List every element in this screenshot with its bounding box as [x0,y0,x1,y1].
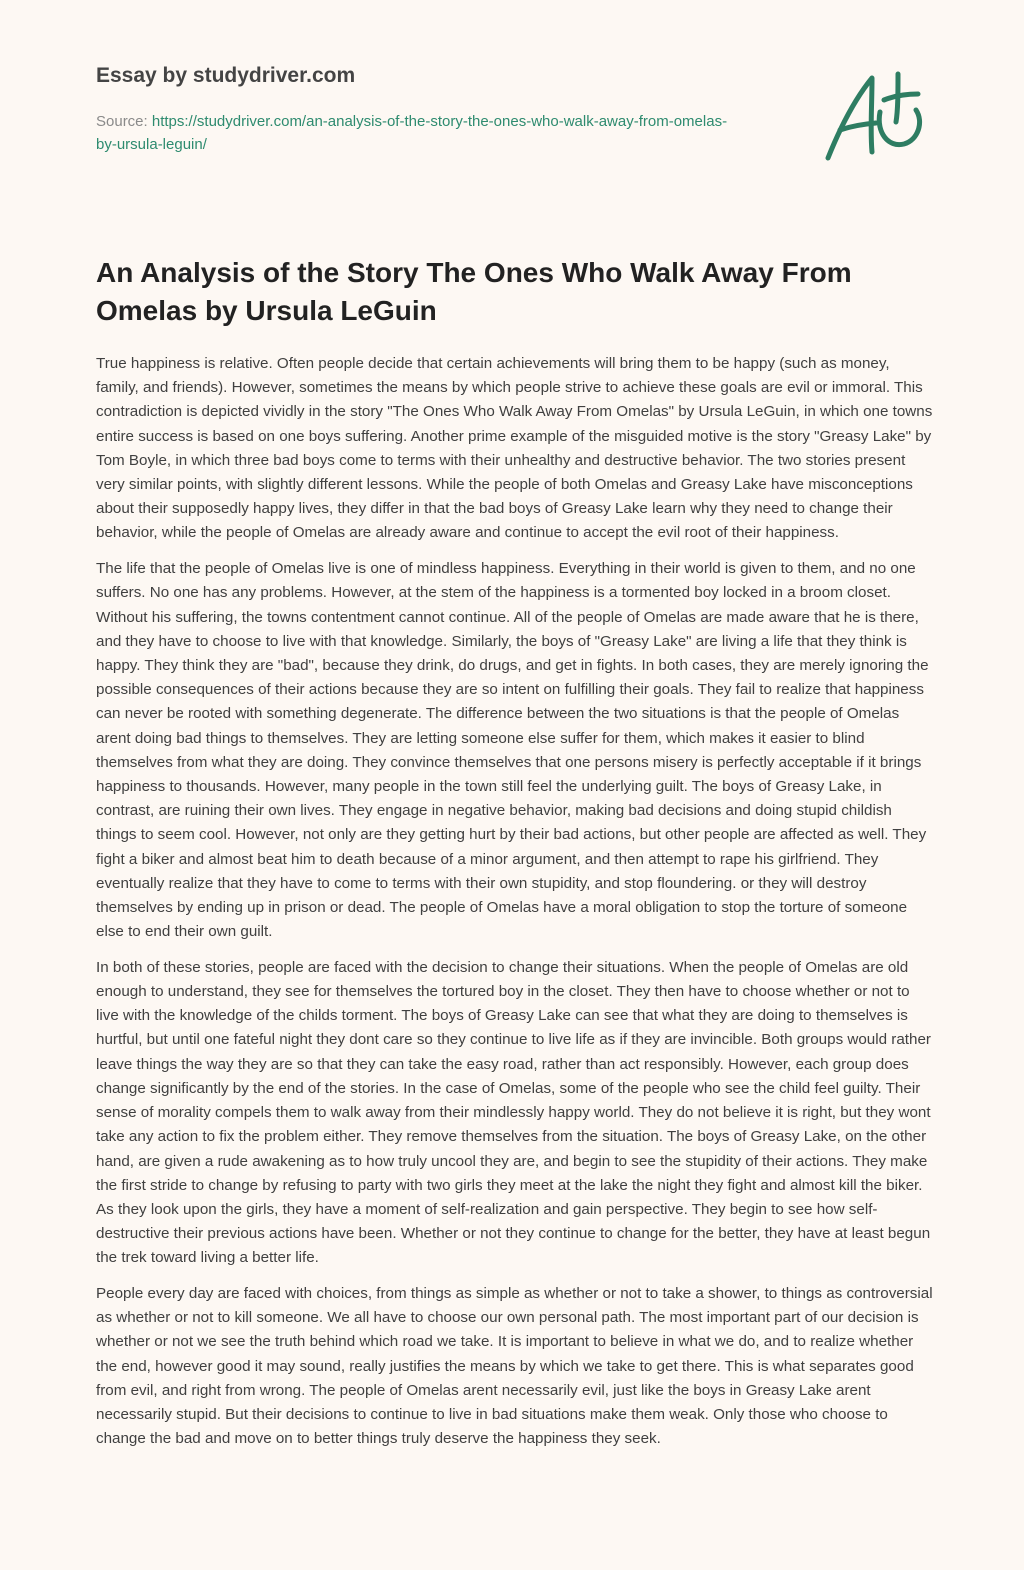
source-label: Source: [96,113,152,130]
paragraph-3: In both of these stories, people are faced with the decision to change their situations. When the people of Omelas are old enough to understand, they see for themselves the tortured boy in the closet. They then have to choose whether or not to live with the knowledge of the childs torment. The boys of Greasy Lake can see that what they are doing to themselves is hurtful, but until one fateful night they dont care so they continue to live life as if they are invincible. Both groups would rather leave things the way they are so that they can take the easy road, rather than act responsibly. However, each group does change significantly by the end of the stories. In the case of Omelas, some of the people who see the child feel guilty. Their sense of morality compels them to walk away from their mindlessly happy world. They do not believe it is right, but they wont take any action to fix the problem either. They remove themselves from the situation. The boys of Greasy Lake, on the other hand, are given a rude awakening as to how truly uncool they are, and begin to see the stupidity of their actions. They make the first stride to change by refusing to party with two girls they meet at the lake the night they fight and almost kill the biker. As they look upon the girls, they have a moment of self-realization and gain perspective. They begin to see how self-destructive their previous actions have been. Whether or not they continue to change for the better, they have at least begun the trek toward living a better life. [96,958,931,1267]
page-header [96,62,736,156]
source-line [96,110,736,156]
essay-body [96,352,936,1463]
paragraph-1: True happiness is relative. Often people decide that certain achievements will bring them to be happy (such as money, family, and friends). However, sometimes the means by which people strive to achieve these goals are evil or immoral. This contradiction is depicted vividly in the story "The Ones Who Walk Away From Omelas" by Ursula LeGuin, in which one towns entire success is based on one boys suffering. Another prime example of the misguided motive is the story "Greasy Lake" by Tom Boyle, in which three bad boys come to terms with their unhealthy and destructive behavior. The two stories present very similar points, with slightly different lessons. While the people of both Omelas and Greasy Lake have misconceptions about their supposedly happy lives, they differ in that the bad boys of Greasy Lake learn why they need to change their behavior, while the people of Omelas are already aware and continue to accept the evil root of their happiness. [96,355,933,542]
essay-title: An Analysis of the Story The Ones Who Walk Away From Omelas by Ursula LeGuin [96,257,852,326]
paragraph-2: The life that the people of Omelas live is one of mindless happiness. Everything in their world is given to them, and no one suffers. No one has any problems. However, at the stem of the happiness is a tormented boy locked in a broom closet. Without his suffering, the towns contentment cannot continue. All of the people of Omelas are made aware that he is there, and they have to choose to live with that knowledge. Similarly, the boys of "Greasy Lake" are living a life that they think is happy. They think they are "bad", because they drink, do drugs, and get in fights. In both cases, they are merely ignoring the possible consequences of their actions because they are so intent on fulfilling their goals. They fail to realize that happiness can never be rooted with something degenerate. The difference between the two situations is that the people of Omelas arent doing bad things to themselves. They are letting someone else suffer for them, which makes it easier to blind themselves from what they are doing. They convince themselves that one persons misery is perfectly acceptable if it brings happiness to thousands. However, many people in the town still feel the underlying guilt. The boys of Greasy Lake, in contrast, are ruining their own lives. They engage in negative behavior, making bad decisions and doing stupid childish things to seem cool. However, not only are they getting hurt by their bad actions, but other people are affected as well. They fight a biker and almost beat him to death because of a minor argument, and then attempt to rape his girlfriend. They eventually realize that they have to come to terms with their own stupidity, and stop floundering. or they will destroy themselves by ending up in prison or dead. The people of Omelas have a moral obligation to stop the torture of someone else to end their own guilt. [96,560,929,941]
paragraph-4: People every day are faced with choices, from things as simple as whether or not to take a shower, to things as controversial as whether or not to kill someone. We all have to choose our own personal path. The most important part of our decision is whether or not we see the truth behind which road we take. It is important to believe in what we do, and to realize whether the end, however good it may sound, really justifies the means by which we take to get there. This is what separates good from evil, and right from wrong. The people of Omelas arent necessarily evil, just like the boys in Greasy Lake arent necessarily stupid. But their decisions to continue to live in bad situations make them weak. Only those who choose to change the bad and move on to better things truly deserve the happiness they seek. [96,1285,933,1448]
a-plus-logo [818,66,930,166]
site-brand: Essay by studydriver.com [96,64,356,87]
source-link[interactable]: https://studydriver.com/an-analysis-of-the-story-the-ones-who-walk-away-from-omelas-by-ursula-leguin/ [96,113,728,153]
